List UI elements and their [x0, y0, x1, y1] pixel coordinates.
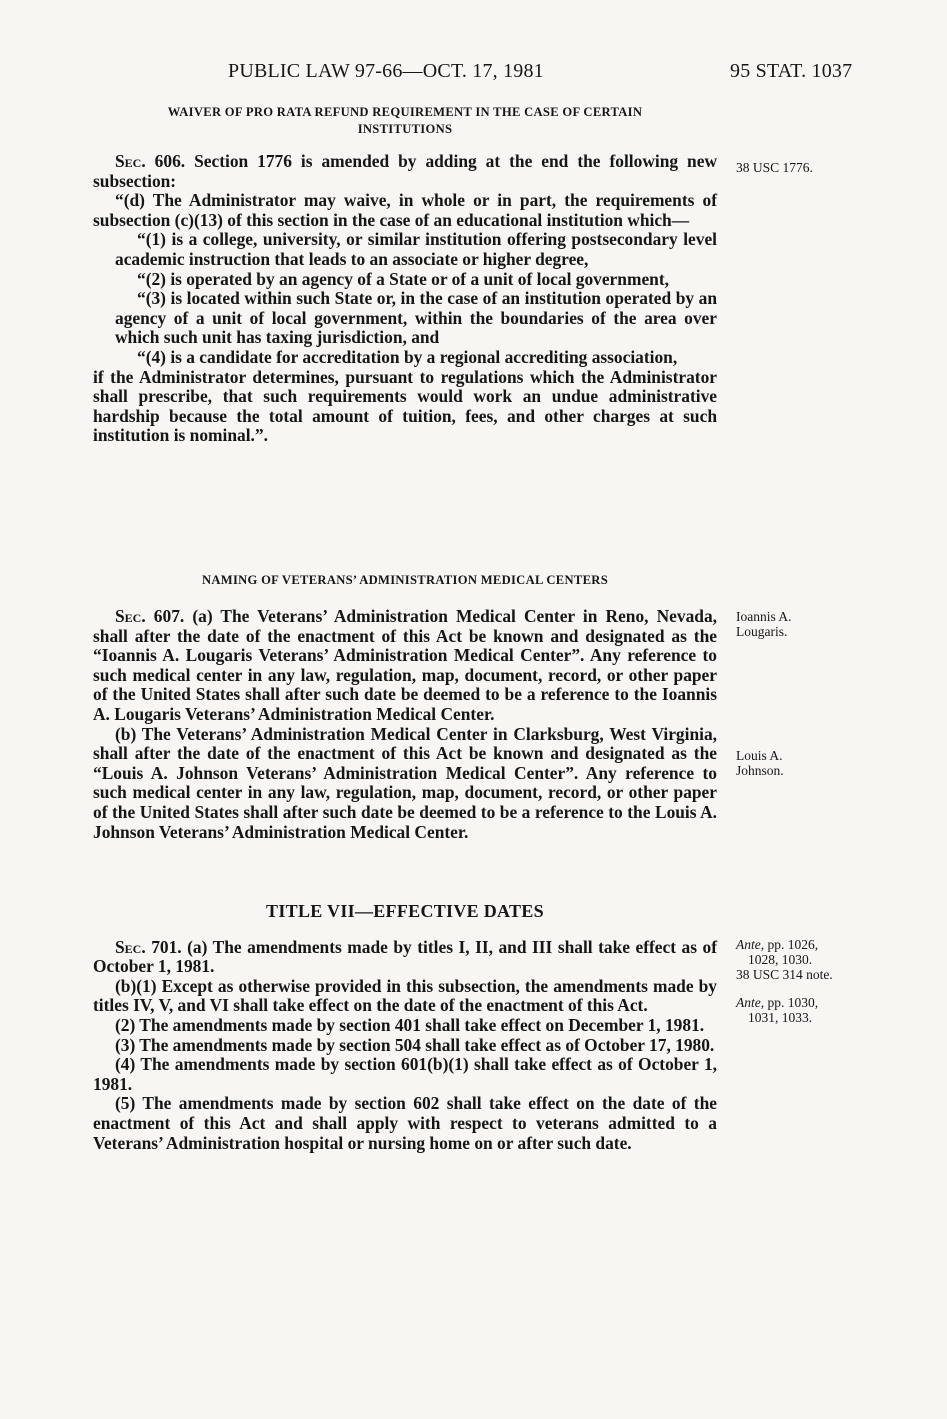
section-606-closing: if the Administrator determines, pursuant to regulations which the Administrator shall prescribe, that such requirements would work an undue administrative hardship because the total amount of tuition, fees, and other charges at such institution is nominal.”. — [93, 366, 717, 446]
subsection-d: “(d) The Administrator may waive, in whole or in part, the requirements of subsection (c)(13) of this section in the case of an educational institution which— — [93, 190, 717, 230]
section-606-intro: Sec. 606. Section 1776 is amended by adding at the end the following new subsection: — [93, 151, 717, 191]
running-head-title: PUBLIC LAW 97-66—OCT. 17, 1981 — [228, 60, 544, 82]
item-1: “(1) is a college, university, or similar institution offering postsecondary level academic instruction that leads to an associate or higher degree, — [115, 229, 717, 269]
title-vii — [93, 902, 717, 1153]
margin-note-johnson: Louis A. Johnson. — [736, 748, 784, 778]
section-701-para-5: (5) The amendments made by section 602 shall take effect on the date of the enactment of this Act and shall apply with respect to veterans admitted to a Veterans’ Administration hospital or nursing home on or after such date. — [93, 1093, 717, 1153]
section-607-para-a: Sec. 607. (a) The Veterans’ Administration Medical Center in Reno, Nevada, shall after the date of the enactment of this Act be known and designated as the “Ioannis A. Lougaris Veterans’ Administration Medical Center”. Any reference to such medical center in any law, regulation, map, document, record, or other paper of the United States shall after such date be deemed to be a reference to the Ioannis A. Lougaris Veterans’ Administration Medical Center. — [93, 606, 717, 724]
item-4: “(4) is a candidate for accreditation by a regional accrediting association, — [137, 346, 678, 367]
section-607-heading: NAMING OF VETERANS’ ADMINISTRATION MEDICAL CENTERS — [201, 573, 609, 587]
section-701-para-b1: (b)(1) Except as otherwise provided in this subsection, the amendments made by titles IV, V, and VI shall take effect on the date of the enactment of this Act. — [93, 975, 717, 1016]
section-607-para-b: (b) The Veterans’ Administration Medical Center in Clarksburg, West Virginia, shall after the date of the enactment of this Act be known and designated as the “Louis A. Johnson Veterans’ Administration Medical Center”. Any reference to such medical center in any law, regulation, map, document, record, or other paper of the United States shall after such date be deemed to be a reference to the Louis A. Johnson Veterans’ Administration Medical Center. — [93, 723, 717, 842]
section-701-para-3: (3) The amendments made by section 504 shall take effect as of October 17, 1980. — [115, 1034, 715, 1055]
section-606 — [93, 104, 717, 446]
item-2: “(2) is operated by an agency of a State or of a unit of local government, — [137, 268, 669, 289]
title-vii-heading: TITLE VII—EFFECTIVE DATES — [266, 901, 544, 921]
margin-note-ante-1030: Ante, pp. 1030, 1031, 1033. — [736, 995, 819, 1025]
page-number-stat: 95 STAT. 1037 — [730, 60, 853, 82]
item-3: “(3) is located within such State or, in the case of an institution operated by an agency of a unit of local government, within the boundaries of the area over which such unit has taxing jurisdiction, and — [115, 288, 717, 348]
section-701-para-4: (4) The amendments made by section 601(b)(1) shall take effect as of October 1, 1981. — [93, 1054, 717, 1094]
section-701-para-2: (2) The amendments made by section 401 shall take effect on December 1, 1981. — [115, 1014, 705, 1035]
margin-note-38-usc-1776: 38 USC 1776. — [736, 160, 813, 175]
margin-note-lougaris: Ioannis A. Lougaris. — [736, 609, 792, 639]
section-606-heading: WAIVER OF PRO RATA REFUND REQUIREMENT IN THE CASE OF CERTAIN INSTITUTIONS — [167, 105, 643, 136]
section-607 — [93, 572, 717, 842]
margin-note-ante-1026: Ante, pp. 1026, 1028, 1030. 38 USC 314 note. — [736, 937, 833, 982]
section-701-para-a: Sec. 701. (a) The amendments made by titles I, II, and III shall take effect as of October 1, 1981. — [93, 936, 717, 977]
